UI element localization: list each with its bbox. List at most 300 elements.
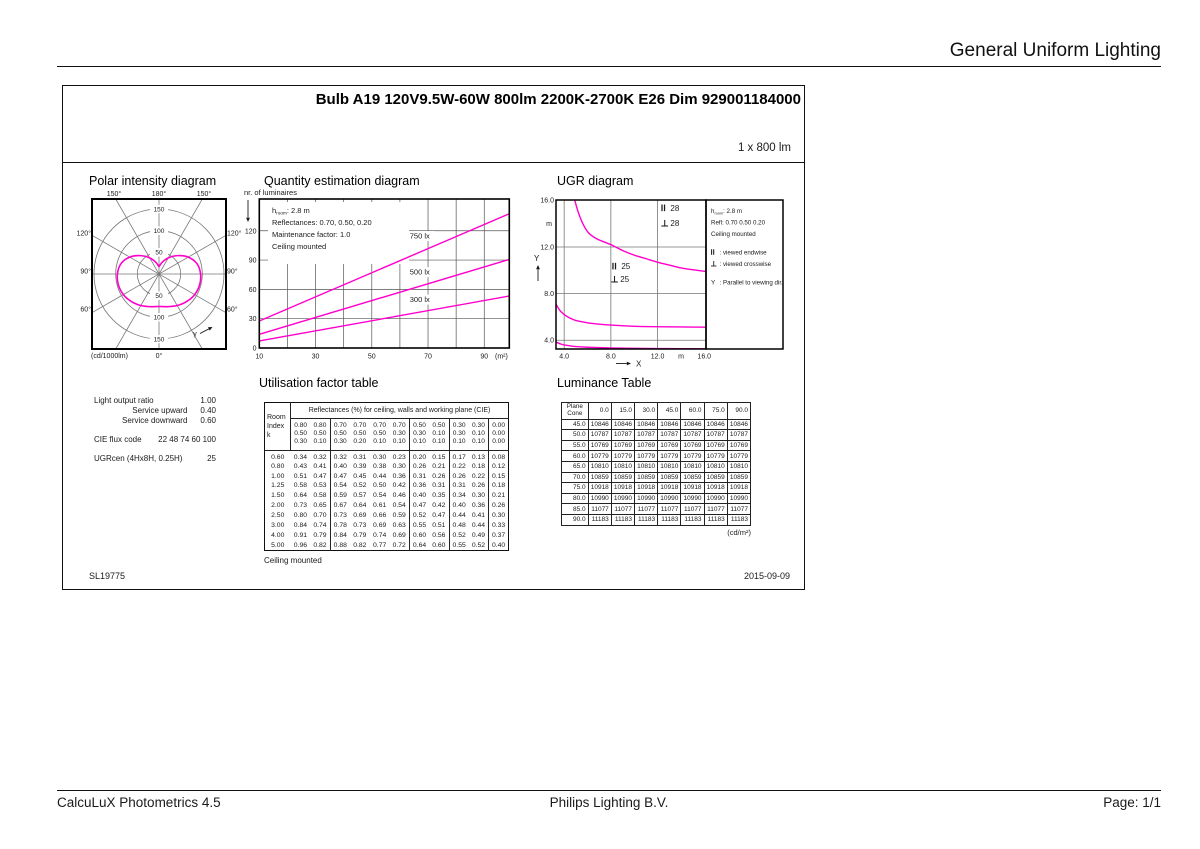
utilisation-value: 0.36	[392, 472, 406, 480]
svg-text:: viewed endwise: : viewed endwise	[719, 249, 767, 257]
utilisation-value: 0.74	[373, 532, 387, 539]
room-index-value: 5.00	[271, 541, 285, 549]
utilisation-value: 0.82	[313, 541, 327, 549]
room-index-header: Room Index k	[265, 403, 291, 451]
reflectance-column-header: 0.30 0.30 0.10	[449, 419, 469, 451]
footer-page-number: Page: 1/1	[1103, 795, 1161, 810]
polar-intensity-diagram	[76, 189, 241, 366]
svg-text:90°: 90°	[80, 268, 91, 276]
photometric-row	[94, 406, 216, 416]
utilisation-value: 0.59	[330, 491, 350, 501]
document-code: SL19775	[89, 571, 126, 581]
luminance-value: 10846	[611, 419, 634, 430]
luminance-value: 10846	[727, 419, 750, 430]
luminance-value: 10810	[658, 461, 681, 472]
luminance-row	[562, 483, 751, 494]
reflectance-column-header: 0.70 0.50 0.10	[370, 419, 390, 451]
footer-rule	[57, 790, 1161, 791]
reflectance-column-header: 0.50 0.30 0.10	[409, 419, 429, 451]
luminance-value: 10810	[704, 461, 727, 472]
utilisation-value: 0.26	[432, 472, 446, 480]
utilisation-value: 0.22	[449, 461, 469, 471]
cone-angle-value: 60.0	[562, 451, 589, 462]
reflectance-column-header: 0.30 0.10 0.10	[469, 419, 489, 451]
luminance-value: 10918	[681, 483, 704, 494]
svg-text:10: 10	[255, 353, 264, 361]
utilisation-value: 0.42	[392, 482, 406, 490]
luminance-value: 10859	[727, 472, 750, 483]
photometric-row	[94, 416, 216, 426]
photometric-row	[94, 454, 216, 464]
utilisation-value: 0.52	[449, 531, 469, 541]
cone-angle-value: 80.0	[562, 493, 589, 504]
room-index-value: 2.50	[271, 512, 285, 520]
ugr-curve-label: 28	[670, 218, 680, 228]
spacer	[182, 454, 207, 464]
svg-text:150: 150	[153, 206, 165, 214]
room-index-value: 1.25	[271, 482, 285, 490]
luminance-value: 11183	[681, 514, 704, 525]
luminance-value: 10769	[704, 440, 727, 451]
utilisation-value: 0.40	[449, 501, 469, 511]
cone-angle-value: 85.0	[562, 504, 589, 515]
luminance-value: 10769	[727, 440, 750, 451]
svg-text:120: 120	[244, 228, 257, 236]
luminance-value: 10779	[634, 451, 657, 462]
utilisation-value: 0.30	[392, 462, 406, 470]
svg-text:4.0: 4.0	[544, 337, 554, 345]
luminance-value: 10769	[588, 440, 611, 451]
luminance-value: 10787	[634, 430, 657, 441]
utilisation-value: 0.17	[449, 450, 469, 461]
plane-cone-header: Plane Cone	[562, 403, 589, 420]
luminance-value: 10990	[588, 493, 611, 504]
utilisation-value: 0.18	[471, 462, 486, 470]
utilisation-value: 0.47	[409, 501, 429, 511]
utilisation-value: 0.65	[313, 502, 327, 510]
room-index-value: 3.00	[271, 522, 285, 530]
svg-text:: viewed crosswise: : viewed crosswise	[719, 261, 772, 268]
luminance-value: 10990	[611, 493, 634, 504]
utilisation-value: 0.55	[409, 521, 429, 531]
utilisation-value: 0.47	[330, 471, 350, 481]
svg-text:180°: 180°	[151, 191, 167, 198]
angle-column-header: 45.0	[658, 403, 681, 420]
utilisation-value: 0.18	[489, 481, 509, 491]
utilisation-value: 0.70	[313, 512, 327, 520]
svg-text:12.0: 12.0	[540, 244, 554, 252]
luminance-value: 11183	[588, 514, 611, 525]
svg-text:m: m	[678, 353, 684, 361]
utilisation-value: 0.42	[432, 502, 446, 510]
product-title: Bulb A19 120V9.5W-60W 800lm 2200K-2700K E26 Dim 929001184000	[315, 91, 801, 108]
utilisation-value: 0.15	[489, 471, 509, 481]
utilisation-value: 0.44	[373, 472, 387, 480]
luminance-value: 10990	[658, 493, 681, 504]
luminance-value: 10769	[681, 440, 704, 451]
reflectance-column-header: 0.70 0.50 0.30	[330, 419, 350, 451]
utilisation-value: 0.30	[489, 511, 509, 521]
luminance-table	[561, 402, 751, 526]
luminance-value: 10846	[658, 419, 681, 430]
utilisation-value: 0.21	[432, 462, 446, 470]
luminance-value: 11077	[681, 504, 704, 515]
utilisation-value: 0.31	[432, 482, 446, 490]
utilisation-value: 0.34	[449, 491, 469, 501]
luminance-value: 10859	[704, 472, 727, 483]
luminance-value: 10846	[634, 419, 657, 430]
utilisation-value: 0.31	[353, 453, 367, 461]
photometric-value: 22 48 74 60 100	[158, 435, 216, 444]
luminance-value: 10769	[611, 440, 634, 451]
angle-column-header: 30.0	[634, 403, 657, 420]
quantity-diagram-title: Quantity estimation diagram	[264, 174, 420, 188]
svg-text:150°: 150°	[196, 191, 212, 198]
cone-angle-value: 75.0	[562, 483, 589, 494]
utilisation-value: 0.73	[353, 522, 367, 530]
utilisation-value: 0.69	[373, 522, 387, 530]
svg-text:4.0: 4.0	[559, 353, 570, 361]
utilisation-value: 0.41	[313, 462, 327, 470]
svg-text:Reflectances: 0.70, 0.50, 0.20: Reflectances: 0.70, 0.50, 0.20	[272, 218, 372, 227]
svg-text:50: 50	[155, 293, 163, 301]
luminance-value: 11077	[634, 504, 657, 515]
utilisation-value: 0.51	[293, 472, 308, 480]
svg-text:50: 50	[155, 249, 163, 257]
quantity-line-label: 300 lx	[409, 295, 430, 305]
utilisation-value: 0.47	[432, 512, 446, 520]
utilisation-value: 0.77	[373, 541, 387, 549]
luminance-value: 11183	[634, 514, 657, 525]
utilisation-value: 0.44	[449, 511, 469, 521]
svg-text:100: 100	[153, 228, 165, 236]
photometric-value: 1.00	[200, 396, 216, 405]
utilisation-value: 0.80	[293, 512, 308, 520]
luminance-row	[562, 461, 751, 472]
svg-text:150°: 150°	[106, 191, 122, 198]
room-index-value: 1.00	[271, 472, 285, 480]
reflectance-column-header: 0.00 0.00 0.00	[489, 419, 509, 451]
utilisation-value: 0.64	[353, 502, 367, 510]
luminance-value: 11183	[704, 514, 727, 525]
utilisation-value: 0.64	[293, 492, 308, 500]
utilisation-value: 0.57	[353, 492, 367, 500]
svg-text:8.0: 8.0	[544, 290, 554, 298]
cone-angle-value: 70.0	[562, 472, 589, 483]
ugr-curve-28	[575, 200, 706, 271]
utilisation-row	[265, 450, 509, 461]
luminance-value: 11077	[727, 504, 750, 515]
luminance-row	[562, 504, 751, 515]
svg-text:120°: 120°	[76, 230, 91, 238]
luminance-value: 10846	[681, 419, 704, 430]
utilisation-value: 0.69	[392, 532, 406, 539]
utilisation-value: 0.26	[471, 482, 486, 490]
utilisation-row	[265, 471, 509, 481]
angle-column-header: 90.0	[727, 403, 750, 420]
utilisation-value: 0.91	[293, 532, 308, 539]
utilisation-value: 0.23	[392, 453, 406, 461]
utilisation-value: 0.53	[313, 482, 327, 490]
svg-text:Y: Y	[711, 279, 716, 287]
luminance-value: 10787	[588, 430, 611, 441]
utilisation-value: 0.59	[392, 512, 406, 520]
svg-text:50: 50	[367, 353, 376, 361]
utilisation-table-title: Utilisation factor table	[259, 376, 379, 390]
luminance-value: 10846	[588, 419, 611, 430]
luminance-value: 11077	[611, 504, 634, 515]
svg-text:m: m	[546, 221, 552, 228]
utilisation-row	[265, 461, 509, 471]
room-index-value: 4.00	[271, 532, 285, 539]
svg-text:8.0: 8.0	[605, 353, 616, 361]
quantity-line-500lx	[259, 259, 509, 334]
header-rule	[57, 66, 1161, 67]
cone-angle-value: 55.0	[562, 440, 589, 451]
luminance-value: 11077	[658, 504, 681, 515]
svg-text:90: 90	[248, 257, 257, 265]
svg-text:70: 70	[424, 353, 432, 361]
utilisation-factor-table	[264, 402, 509, 551]
utilisation-value: 0.39	[353, 462, 367, 470]
luminance-value: 10859	[588, 472, 611, 483]
utilisation-value: 0.67	[330, 501, 350, 511]
utilisation-value: 0.21	[489, 491, 509, 501]
utilisation-value: 0.26	[409, 461, 429, 471]
utilisation-value: 0.49	[471, 532, 486, 539]
svg-text:16.0: 16.0	[697, 353, 712, 361]
luminance-value: 10918	[658, 483, 681, 494]
utilisation-value: 0.31	[449, 481, 469, 491]
ugr-curve-label: 28	[670, 203, 680, 213]
utilisation-value: 0.52	[471, 541, 486, 549]
ugr-x-axis-label: X	[636, 359, 642, 369]
utilisation-value: 0.58	[313, 492, 327, 500]
utilisation-value: 0.63	[392, 522, 406, 530]
quantity-line-label: 500 lx	[409, 267, 430, 277]
utilisation-value: 0.74	[313, 522, 327, 530]
utilisation-value: 0.33	[489, 521, 509, 531]
luminance-value: 10859	[658, 472, 681, 483]
utilisation-value: 0.15	[432, 453, 446, 461]
luminance-value: 10779	[611, 451, 634, 462]
utilisation-row	[265, 501, 509, 511]
luminance-value: 11077	[704, 504, 727, 515]
utilisation-value: 0.54	[373, 492, 387, 500]
svg-text:hroom: 2.8 m: hroom: 2.8 m	[272, 206, 310, 216]
utilisation-value: 0.36	[409, 481, 429, 491]
utilisation-value: 0.26	[449, 471, 469, 481]
ugr-curve-25	[556, 304, 706, 327]
document-date: 2015-09-09	[743, 571, 790, 581]
room-index-value: 0.60	[271, 453, 285, 461]
reflectance-column-header: 0.50 0.10 0.10	[429, 419, 449, 451]
utilisation-value: 0.54	[392, 502, 406, 510]
svg-text:90°: 90°	[227, 268, 238, 276]
photometric-label: Service upward	[132, 406, 188, 415]
utilisation-value: 0.40	[330, 461, 350, 471]
reflectance-column-header: 0.80 0.50 0.10	[310, 419, 330, 451]
photometric-label: Service downward	[122, 416, 188, 425]
ugr-curve-label: 25	[621, 262, 631, 272]
utilisation-value: 0.20	[409, 450, 429, 461]
photometric-row	[94, 435, 216, 445]
footer-application: CalcuLuX Photometrics 4.5	[57, 795, 221, 810]
datasheet-box	[62, 85, 805, 590]
utilisation-value: 0.84	[293, 522, 308, 530]
cone-angle-value: 65.0	[562, 461, 589, 472]
lamp-configuration: 1 x 800 lm	[737, 142, 791, 154]
svg-text:: Parallel to viewing dir.: : Parallel to viewing dir.	[719, 279, 783, 287]
ugr-diagram-title: UGR diagram	[557, 174, 634, 188]
luminance-row	[562, 493, 751, 504]
utilisation-value: 0.22	[471, 472, 486, 480]
luminance-value: 10787	[727, 430, 750, 441]
reflectance-column-header: 0.80 0.50 0.30	[291, 419, 311, 451]
utilisation-value: 0.40	[409, 491, 429, 501]
photometric-value: 25	[207, 454, 216, 463]
utilisation-value: 0.55	[449, 540, 469, 550]
utilisation-value: 0.72	[392, 541, 406, 549]
svg-text:90: 90	[480, 353, 489, 361]
utilisation-value: 0.45	[353, 472, 367, 480]
utilisation-caption: Ceiling mounted	[264, 556, 322, 565]
utilisation-value: 0.96	[293, 541, 308, 549]
utilisation-value: 0.44	[471, 522, 486, 530]
utilisation-value: 0.64	[409, 540, 429, 550]
luminance-value: 10918	[727, 483, 750, 494]
utilisation-value: 0.73	[330, 511, 350, 521]
luminance-value: 10859	[611, 472, 634, 483]
utilisation-value: 0.43	[293, 462, 308, 470]
utilisation-row	[265, 531, 509, 541]
svg-text:0°: 0°	[155, 353, 163, 360]
reflectance-column-header: 0.70 0.50 0.20	[350, 419, 370, 451]
luminance-value: 10859	[634, 472, 657, 483]
utilisation-value: 0.73	[293, 502, 308, 510]
utilisation-value: 0.60	[409, 531, 429, 541]
utilisation-value: 0.40	[489, 540, 509, 550]
svg-text:γ: γ	[193, 331, 197, 338]
luminance-value: 10990	[727, 493, 750, 504]
photometric-label: UGRcen (4Hx8H, 0.25H)	[94, 454, 183, 463]
luminance-value: 11183	[658, 514, 681, 525]
utilisation-value: 0.69	[353, 512, 367, 520]
angle-column-header: 15.0	[611, 403, 634, 420]
luminance-value: 10787	[611, 430, 634, 441]
utilisation-value: 0.84	[330, 531, 350, 541]
ugr-diagram	[531, 191, 793, 376]
utilisation-value: 0.48	[449, 521, 469, 531]
utilisation-value: 0.13	[471, 453, 486, 461]
luminance-row	[562, 440, 751, 451]
utilisation-value: 0.31	[409, 471, 429, 481]
utilisation-value: 0.35	[432, 492, 446, 500]
footer-company: Philips Lighting B.V.	[549, 795, 669, 810]
angle-column-header: 75.0	[704, 403, 727, 420]
title-separator	[63, 162, 804, 163]
utilisation-value: 0.79	[353, 532, 367, 539]
utilisation-row	[265, 540, 509, 550]
utilisation-value: 0.78	[330, 521, 350, 531]
luminance-value: 10846	[704, 419, 727, 430]
luminance-value: 11183	[727, 514, 750, 525]
svg-text:60: 60	[248, 286, 257, 294]
luminance-value: 10810	[611, 461, 634, 472]
utilisation-value: 0.52	[353, 482, 367, 490]
photometric-value: 0.40	[200, 406, 216, 415]
svg-text:Refl: 0.70 0.50 0.20: Refl: 0.70 0.50 0.20	[711, 219, 766, 227]
spacer	[154, 396, 201, 406]
photometric-label: CIE flux code	[94, 435, 142, 444]
utilisation-value: 0.60	[432, 541, 446, 549]
cone-angle-value: 50.0	[562, 430, 589, 441]
svg-text:hroom: 2.8 m: $h_{room}$: 2.8 m	[711, 208, 743, 216]
luminance-value: 10779	[658, 451, 681, 462]
utilisation-row	[265, 481, 509, 491]
luminance-value: 10779	[704, 451, 727, 462]
luminance-value: 10787	[704, 430, 727, 441]
utilisation-value: 0.41	[471, 512, 486, 520]
luminance-row	[562, 419, 751, 430]
photometric-value: 0.60	[200, 416, 216, 425]
spacer	[142, 435, 159, 445]
luminance-table-title: Luminance Table	[557, 376, 652, 390]
cone-angle-value: 90.0	[562, 514, 589, 525]
luminance-value: 10779	[681, 451, 704, 462]
luminance-value: 10810	[588, 461, 611, 472]
luminance-value: 10918	[634, 483, 657, 494]
photometric-row	[94, 396, 216, 406]
svg-text:12.0: 12.0	[650, 353, 665, 361]
utilisation-value: 0.47	[313, 472, 327, 480]
reflectance-column-header: 0.70 0.30 0.10	[390, 419, 410, 451]
quantity-estimation-diagram	[241, 186, 516, 376]
utilisation-value: 0.46	[392, 492, 406, 500]
utilisation-value: 0.51	[432, 522, 446, 530]
svg-text:120°: 120°	[227, 230, 241, 238]
svg-text:100: 100	[153, 314, 165, 322]
utilisation-value: 0.79	[313, 532, 327, 539]
ugr-curve-low	[556, 342, 706, 349]
utilisation-value: 0.37	[489, 531, 509, 541]
svg-text:16.0: 16.0	[540, 197, 554, 205]
luminance-value: 10787	[681, 430, 704, 441]
polar-diagram-title: Polar intensity diagram	[89, 174, 217, 188]
luminance-value: 10787	[658, 430, 681, 441]
utilisation-value: 0.82	[353, 541, 367, 549]
luminance-value: 10990	[704, 493, 727, 504]
luminance-value: 10769	[634, 440, 657, 451]
luminance-value: 10779	[588, 451, 611, 462]
luminance-value: 10918	[588, 483, 611, 494]
utilisation-value: 0.26	[489, 501, 509, 511]
svg-text:(m²): (m²)	[495, 353, 508, 361]
svg-text:60°: 60°	[80, 306, 91, 314]
utilisation-value: 0.56	[432, 532, 446, 539]
utilisation-value: 0.32	[330, 450, 350, 461]
utilisation-value: 0.38	[373, 462, 387, 470]
utilisation-value: 0.34	[293, 453, 308, 461]
luminance-value: 10918	[611, 483, 634, 494]
angle-column-header: 0.0	[588, 403, 611, 420]
luminance-value: 10810	[681, 461, 704, 472]
svg-text:Ceiling mounted: Ceiling mounted	[272, 242, 327, 251]
luminance-value: 10918	[704, 483, 727, 494]
luminance-row	[562, 451, 751, 462]
luminance-row	[562, 472, 751, 483]
luminance-unit: (cd/m²)	[727, 528, 751, 537]
